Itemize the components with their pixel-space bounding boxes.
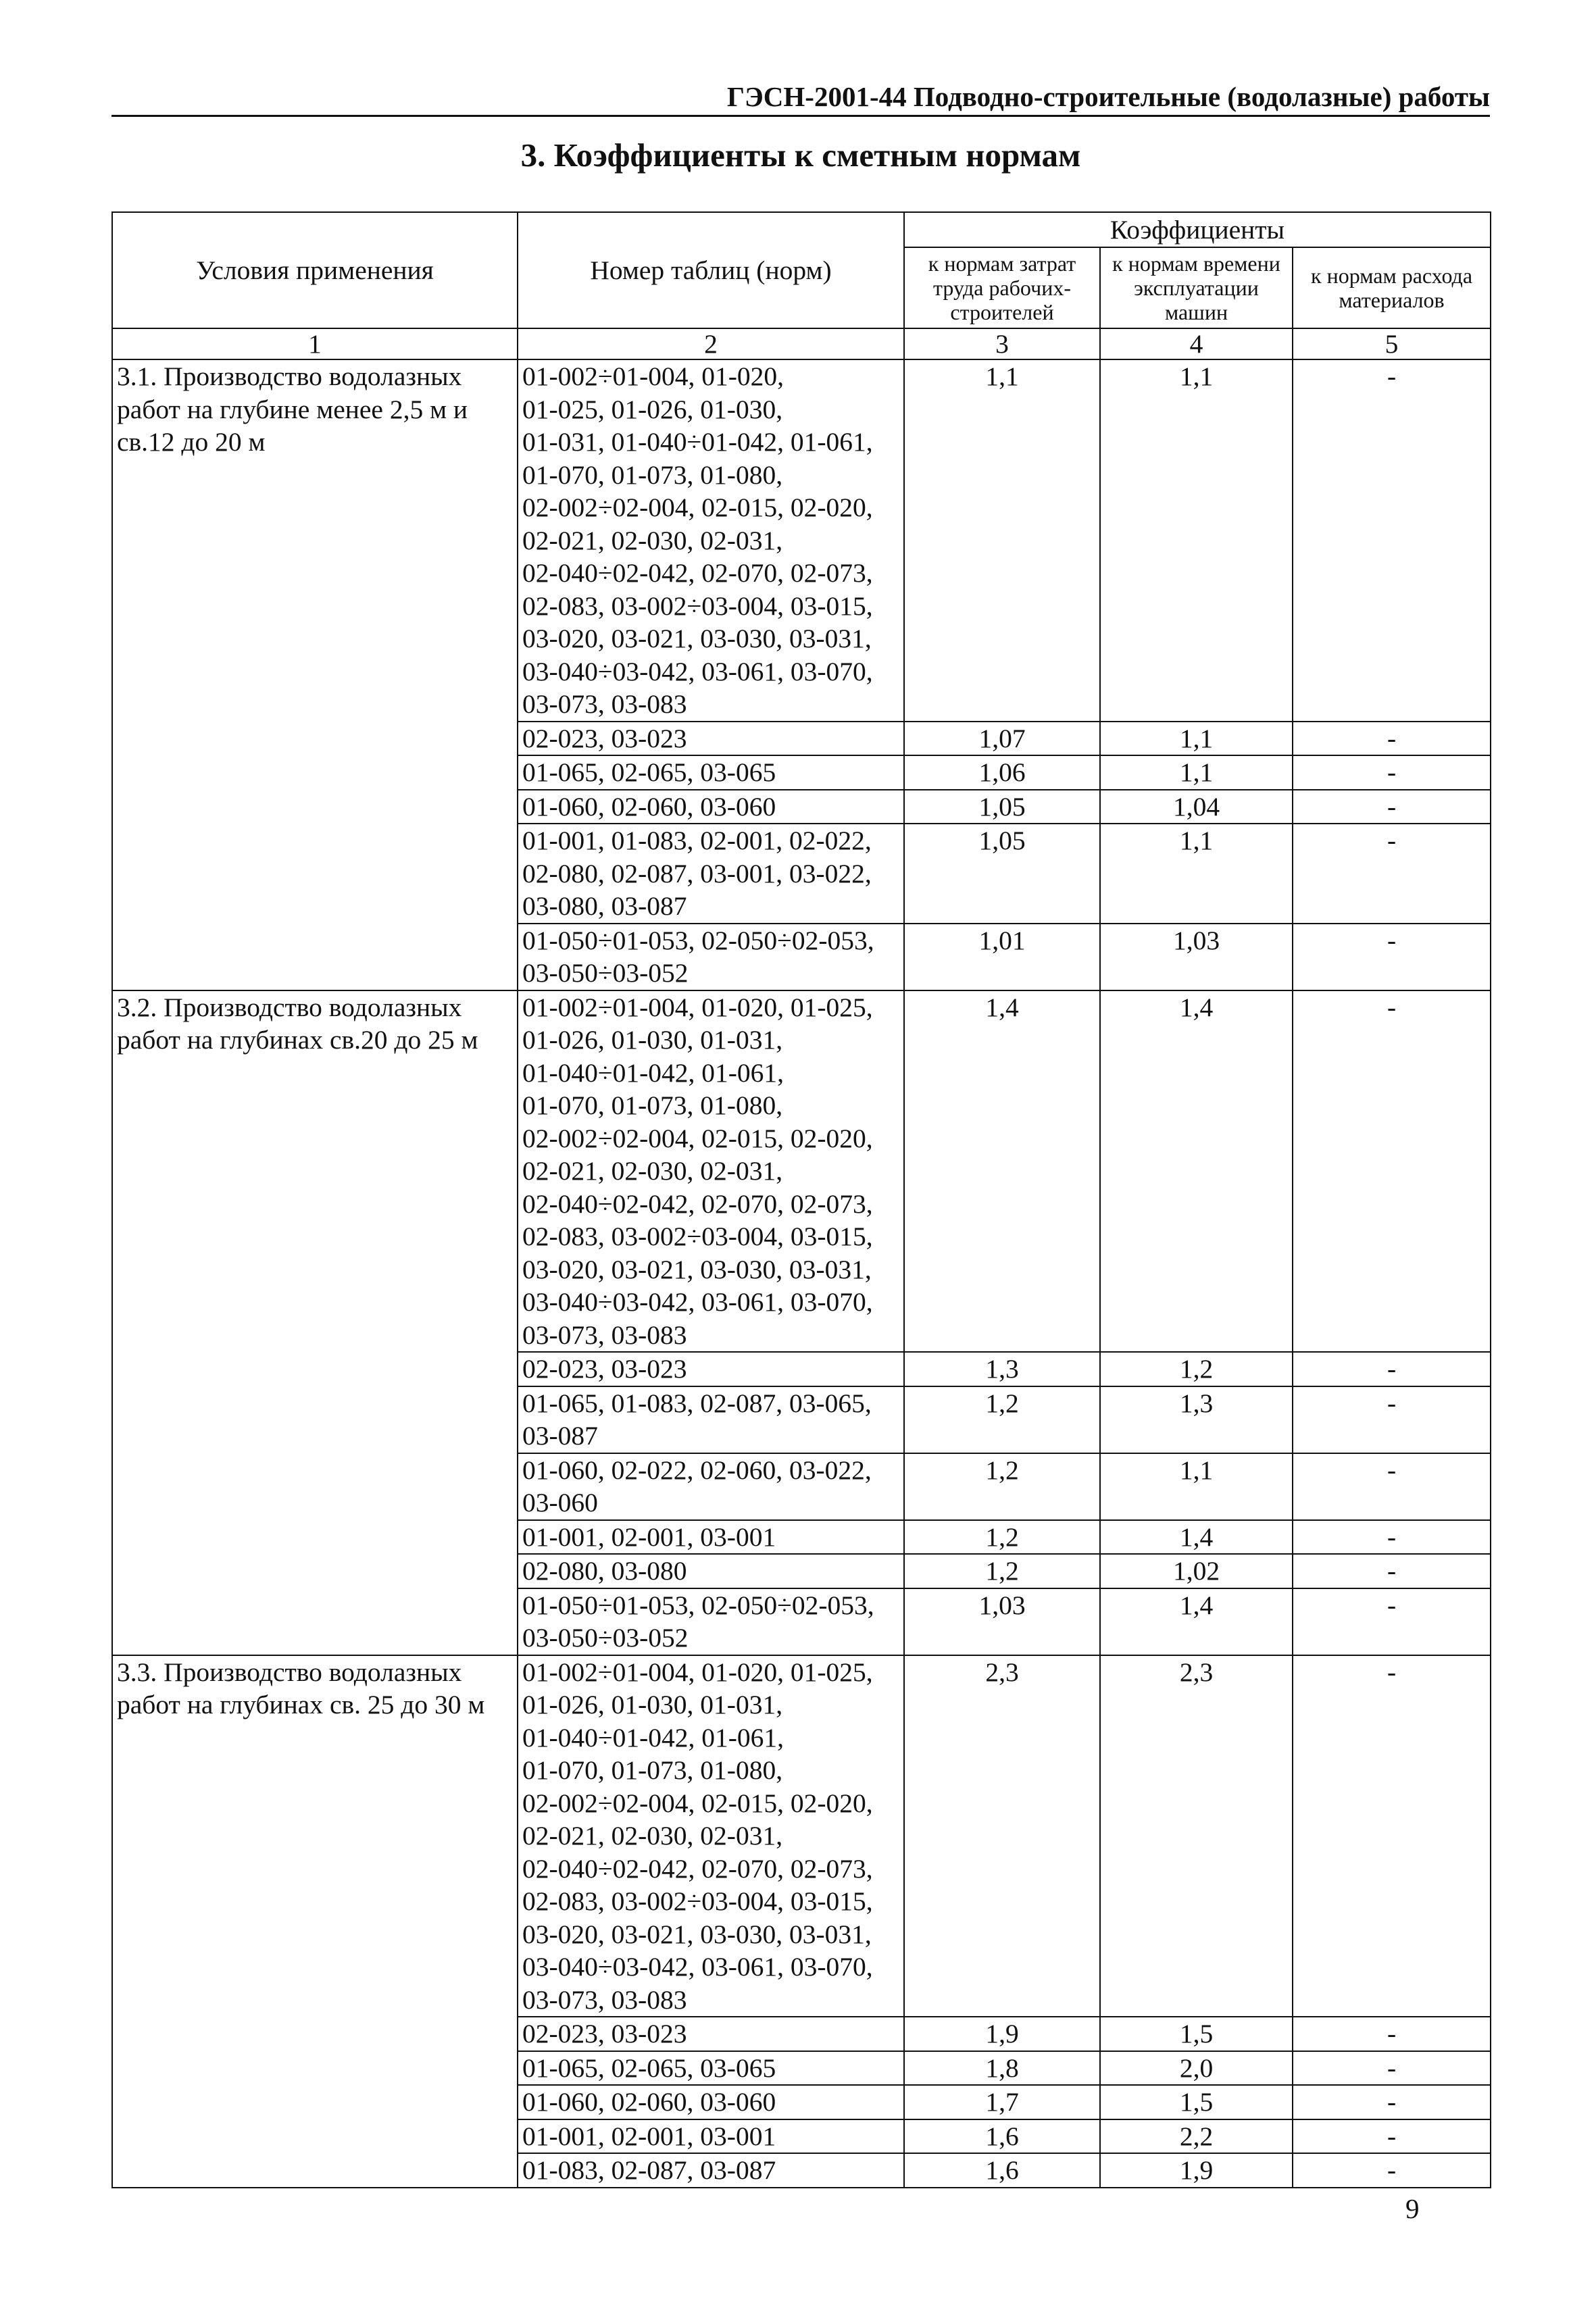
condition-cell: 3.3. Производство водолазных работ на глубинах св. 25 до 30 м bbox=[112, 1655, 518, 2188]
labor-coefficient: 1,06 bbox=[904, 755, 1100, 790]
header-conditions: Условия применения bbox=[112, 212, 518, 328]
table-numbers-cell: 01-050÷01-053, 02-050÷02-053, 03-050÷03-052 bbox=[518, 1588, 904, 1655]
materials-coefficient: - bbox=[1293, 990, 1491, 1353]
table-numbers-cell: 01-065, 02-065, 03-065 bbox=[518, 2051, 904, 2086]
labor-coefficient: 1,8 bbox=[904, 2051, 1100, 2086]
materials-coefficient: - bbox=[1293, 790, 1491, 824]
materials-coefficient: - bbox=[1293, 722, 1491, 756]
header-rule bbox=[111, 115, 1490, 117]
table-numbers-cell: 01-050÷01-053, 02-050÷02-053, 03-050÷03-052 bbox=[518, 924, 904, 990]
machine-coefficient: 2,2 bbox=[1100, 2119, 1293, 2154]
labor-coefficient: 1,2 bbox=[904, 1554, 1100, 1588]
materials-coefficient: - bbox=[1293, 824, 1491, 924]
materials-coefficient: - bbox=[1293, 1554, 1491, 1588]
machine-coefficient: 2,0 bbox=[1100, 2051, 1293, 2086]
table-numbers-cell: 02-023, 03-023 bbox=[518, 1352, 904, 1386]
labor-coefficient: 1,05 bbox=[904, 824, 1100, 924]
materials-coefficient: - bbox=[1293, 1655, 1491, 2017]
materials-coefficient: - bbox=[1293, 2153, 1491, 2188]
materials-coefficient: - bbox=[1293, 1520, 1491, 1555]
machine-coefficient: 1,3 bbox=[1100, 1386, 1293, 1453]
machine-coefficient: 1,1 bbox=[1100, 359, 1293, 722]
machine-coefficient: 1,1 bbox=[1100, 722, 1293, 756]
table-numbers-cell: 01-001, 01-083, 02-001, 02-022, 02-080, 02-087, 03-001, 03-022, 03-080, 03-087 bbox=[518, 824, 904, 924]
table-numbers-cell: 02-023, 03-023 bbox=[518, 722, 904, 756]
column-index: 4 bbox=[1100, 328, 1293, 359]
column-index: 1 bbox=[112, 328, 518, 359]
machine-coefficient: 1,02 bbox=[1100, 1554, 1293, 1588]
table-numbers-cell: 01-060, 02-060, 03-060 bbox=[518, 790, 904, 824]
labor-coefficient: 1,6 bbox=[904, 2119, 1100, 2154]
header-materials: к нормам расхода материалов bbox=[1293, 247, 1491, 328]
labor-coefficient: 1,2 bbox=[904, 1520, 1100, 1555]
header-machines: к нормам времени эксплуатации машин bbox=[1100, 247, 1293, 328]
machine-coefficient: 1,2 bbox=[1100, 1352, 1293, 1386]
machine-coefficient: 1,4 bbox=[1100, 990, 1293, 1353]
header-table-numbers: Номер таблиц (норм) bbox=[518, 212, 904, 328]
table-numbers-cell: 01-002÷01-004, 01-020, 01-025, 01-026, 01-030, 01-031, 01-040÷01-042, 01-061, 01-070, 01-073, 01-080, 02-002÷02-004, 02-015, 02-020, 02-021, 02-030, 02-031, 02-040÷02-042, 02-070, 02-073, 02-083, 03-002÷03-004, 03-015, 03-020, 03-021, 03-030, 03-031, 03-040÷03-042, 03-061, 03-070, 03-073, 03-083 bbox=[518, 1655, 904, 2017]
materials-coefficient: - bbox=[1293, 1453, 1491, 1520]
materials-coefficient: - bbox=[1293, 2085, 1491, 2119]
table-row bbox=[112, 990, 1491, 1353]
page-number: 9 bbox=[1405, 2193, 1420, 2224]
materials-coefficient: - bbox=[1293, 2017, 1491, 2051]
labor-coefficient: 1,05 bbox=[904, 790, 1100, 824]
column-index: 2 bbox=[518, 328, 904, 359]
column-index: 5 bbox=[1293, 328, 1491, 359]
labor-coefficient: 1,4 bbox=[904, 990, 1100, 1353]
table-numbers-cell: 02-080, 03-080 bbox=[518, 1554, 904, 1588]
machine-coefficient: 1,1 bbox=[1100, 824, 1293, 924]
machine-coefficient: 1,04 bbox=[1100, 790, 1293, 824]
condition-cell: 3.2. Производство водолазных работ на глубинах св.20 до 25 м bbox=[112, 990, 518, 1655]
table-numbers-cell: 01-065, 01-083, 02-087, 03-065, 03-087 bbox=[518, 1386, 904, 1453]
table-numbers-cell: 02-023, 03-023 bbox=[518, 2017, 904, 2051]
labor-coefficient: 1,9 bbox=[904, 2017, 1100, 2051]
table-body bbox=[112, 328, 1491, 2188]
machine-coefficient: 1,03 bbox=[1100, 924, 1293, 990]
machine-coefficient: 1,1 bbox=[1100, 1453, 1293, 1520]
table-numbers-cell: 01-060, 02-022, 02-060, 03-022, 03-060 bbox=[518, 1453, 904, 1520]
labor-coefficient: 1,3 bbox=[904, 1352, 1100, 1386]
machine-coefficient: 1,5 bbox=[1100, 2017, 1293, 2051]
materials-coefficient: - bbox=[1293, 755, 1491, 790]
header-labor: к нормам затрат труда рабочих-строителей bbox=[904, 247, 1100, 328]
labor-coefficient: 1,2 bbox=[904, 1386, 1100, 1453]
table-numbers-cell: 01-001, 02-001, 03-001 bbox=[518, 2119, 904, 2154]
machine-coefficient: 2,3 bbox=[1100, 1655, 1293, 2017]
labor-coefficient: 1,07 bbox=[904, 722, 1100, 756]
machine-coefficient: 1,1 bbox=[1100, 755, 1293, 790]
labor-coefficient: 1,6 bbox=[904, 2153, 1100, 2188]
table-numbers-cell: 01-083, 02-087, 03-087 bbox=[518, 2153, 904, 2188]
section-title: 3. Коэффициенты к сметным нормам bbox=[520, 136, 1081, 174]
materials-coefficient: - bbox=[1293, 359, 1491, 722]
table-numbers-cell: 01-002÷01-004, 01-020, 01-025, 01-026, 01-030, 01-031, 01-040÷01-042, 01-061, 01-070, 01-073, 01-080, 02-002÷02-004, 02-015, 02-020, 02-021, 02-030, 02-031, 02-040÷02-042, 02-070, 02-073, 02-083, 03-002÷03-004, 03-015, 03-020, 03-021, 03-030, 03-031, 03-040÷03-042, 03-061, 03-070, 03-073, 03-083 bbox=[518, 990, 904, 1353]
labor-coefficient: 1,2 bbox=[904, 1453, 1100, 1520]
labor-coefficient: 1,01 bbox=[904, 924, 1100, 990]
materials-coefficient: - bbox=[1293, 1352, 1491, 1386]
materials-coefficient: - bbox=[1293, 2051, 1491, 2086]
table-numbers-cell: 01-001, 02-001, 03-001 bbox=[518, 1520, 904, 1555]
labor-coefficient: 1,03 bbox=[904, 1588, 1100, 1655]
materials-coefficient: - bbox=[1293, 2119, 1491, 2154]
table-numbers-cell: 01-002÷01-004, 01-020, 01-025, 01-026, 01-030, 01-031, 01-040÷01-042, 01-061, 01-070, 01-073, 01-080, 02-002÷02-004, 02-015, 02-020, 02-021, 02-030, 02-031, 02-040÷02-042, 02-070, 02-073, 02-083, 03-002÷03-004, 03-015, 03-020, 03-021, 03-030, 03-031, 03-040÷03-042, 03-061, 03-070, 03-073, 03-083 bbox=[518, 359, 904, 722]
table-numbers-cell: 01-060, 02-060, 03-060 bbox=[518, 2085, 904, 2119]
labor-coefficient: 1,7 bbox=[904, 2085, 1100, 2119]
table-row bbox=[112, 1655, 1491, 2017]
machine-coefficient: 1,9 bbox=[1100, 2153, 1293, 2188]
labor-coefficient: 1,1 bbox=[904, 359, 1100, 722]
header-coefficients: Коэффициенты bbox=[904, 212, 1491, 247]
column-index-row bbox=[112, 328, 1491, 359]
running-head: ГЭСН-2001-44 Подводно-строительные (водолазные) работы bbox=[726, 81, 1490, 112]
column-index: 3 bbox=[904, 328, 1100, 359]
materials-coefficient: - bbox=[1293, 924, 1491, 990]
labor-coefficient: 2,3 bbox=[904, 1655, 1100, 2017]
condition-cell: 3.1. Производство водолазных работ на глубине менее 2,5 м и св.12 до 20 м bbox=[112, 359, 518, 990]
coefficients-table bbox=[111, 211, 1491, 2188]
table-row bbox=[112, 359, 1491, 722]
machine-coefficient: 1,4 bbox=[1100, 1588, 1293, 1655]
machine-coefficient: 1,5 bbox=[1100, 2085, 1293, 2119]
materials-coefficient: - bbox=[1293, 1588, 1491, 1655]
table-numbers-cell: 01-065, 02-065, 03-065 bbox=[518, 755, 904, 790]
materials-coefficient: - bbox=[1293, 1386, 1491, 1453]
machine-coefficient: 1,4 bbox=[1100, 1520, 1293, 1555]
